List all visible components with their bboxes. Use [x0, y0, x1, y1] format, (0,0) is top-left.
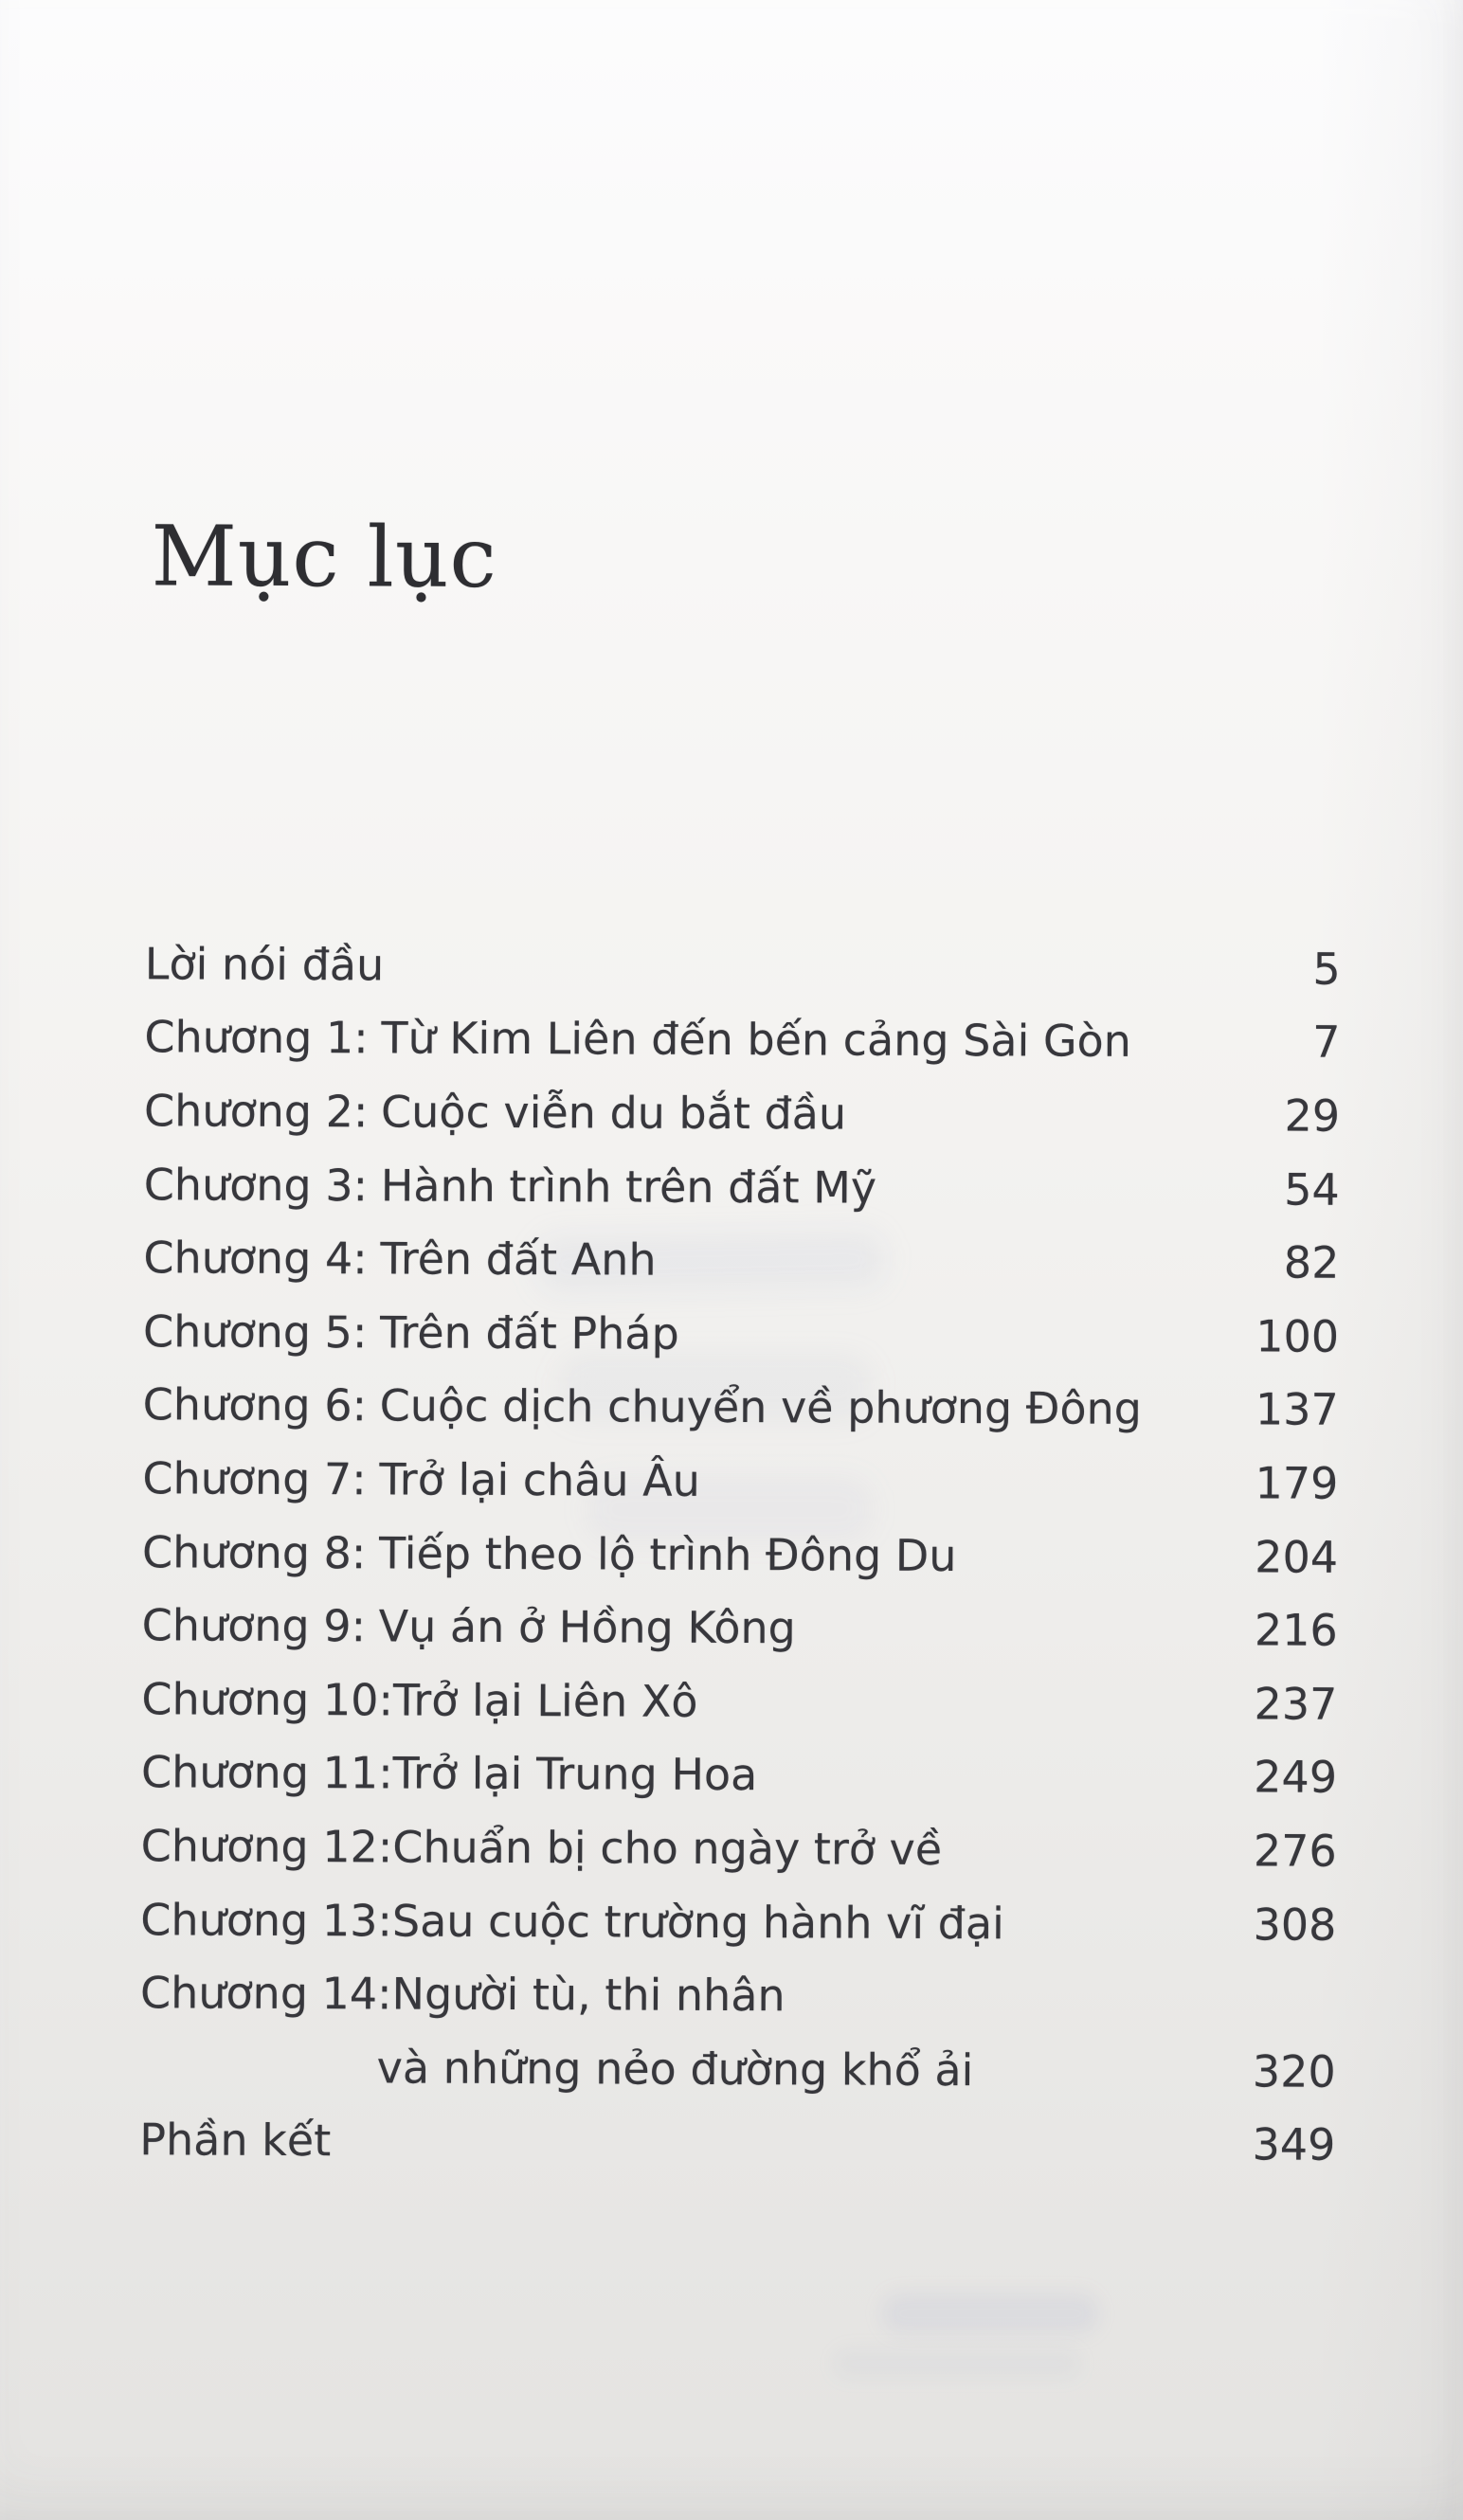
toc-row	[141, 1662, 1337, 1740]
toc-entry-title	[376, 2141, 1202, 2145]
toc-entry-label: Chương 9:	[141, 1599, 367, 1652]
toc-row	[145, 927, 1341, 1005]
toc-row	[144, 1147, 1340, 1226]
toc-entry-label: Chương 2:	[143, 1085, 369, 1138]
toc-entry-page-number: 100	[1255, 1310, 1340, 1362]
toc-entry-label: Chương 14:	[139, 1967, 392, 2020]
toc-entry-label: Phần kết	[139, 2114, 332, 2167]
toc-entry-page-number: 5	[1312, 943, 1341, 995]
toc-entry-title: Tiếp theo lộ trình Đông Du	[378, 1526, 957, 1581]
toc-row	[144, 1073, 1340, 1152]
toc-entry-title: Trên đất Pháp	[379, 1306, 679, 1359]
toc-entry-label: Chương 3:	[143, 1158, 369, 1211]
table-of-contents	[139, 927, 1341, 2182]
toc-entry-page-number: 29	[1284, 1089, 1341, 1142]
toc-entry-title: Từ Kim Liên đến bến cảng Sài Gòn	[381, 1012, 1132, 1068]
toc-entry-page-number: 179	[1255, 1457, 1339, 1509]
toc-entry-label: Chương 10:	[141, 1673, 394, 1726]
toc-row	[140, 2029, 1336, 2108]
toc-entry-label: Chương 1:	[144, 1011, 369, 1064]
toc-row	[141, 1809, 1337, 1887]
toc-row	[140, 1956, 1336, 2035]
toc-row	[143, 1294, 1339, 1373]
toc-row	[142, 1441, 1338, 1520]
toc-entry-title: Trên đất Anh	[380, 1233, 657, 1286]
toc-entry-page-number: 349	[1252, 2118, 1336, 2171]
toc-row	[139, 2103, 1335, 2182]
toc-entry-title: và những nẻo đường khổ ải	[376, 2042, 974, 2096]
toc-entry-title: Cuộc viễn du bắt đầu	[380, 1086, 847, 1140]
toc-entry-page-number: 308	[1253, 1898, 1337, 1951]
toc-entry-title: Cuộc dịch chuyển về phương Đông	[379, 1379, 1143, 1435]
toc-entry-page-number: 216	[1254, 1604, 1338, 1656]
toc-entry-label: Chương 13:	[140, 1893, 393, 1946]
toc-entry-page-number: 7	[1312, 1017, 1341, 1069]
toc-entry-title: Hành trình trên đất Mỹ	[380, 1159, 877, 1214]
toc-entry-title: Trở lại châu Âu	[379, 1453, 700, 1506]
toc-row	[142, 1515, 1338, 1593]
toc-entry-label: Lời nói đầu	[144, 938, 385, 991]
toc-entry-page-number: 137	[1255, 1383, 1339, 1436]
toc-entry-title: Trở lại Trung Hoa	[392, 1747, 758, 1801]
toc-entry-page-number: 249	[1254, 1751, 1338, 1804]
page-title: Mục lục	[151, 507, 498, 606]
toc-entry-title: Trở lại Liên Xô	[392, 1674, 698, 1727]
toc-entry-label: Chương 4:	[143, 1232, 368, 1285]
toc-entry-page-number: 54	[1284, 1163, 1340, 1215]
toc-entry-title: Chuẩn bị cho ngày trở về	[392, 1821, 943, 1875]
toc-entry-page-number: 82	[1283, 1236, 1340, 1288]
toc-entry-title: Người tù, thi nhân	[391, 1968, 786, 2022]
toc-entry-label	[140, 2066, 377, 2067]
toc-entry-page-number: 320	[1252, 2045, 1336, 2097]
toc-row	[140, 1882, 1336, 1961]
toc-entry-page-number: 237	[1254, 1678, 1338, 1730]
toc-row	[143, 1221, 1339, 1300]
toc-row	[143, 1368, 1339, 1447]
toc-row	[141, 1736, 1337, 1814]
toc-entry-title: Sau cuộc trường hành vĩ đại	[391, 1894, 1005, 1949]
toc-entry-label: Chương 7:	[142, 1452, 367, 1505]
toc-entry-label: Chương 11:	[140, 1746, 393, 1799]
toc-entry-label: Chương 12:	[140, 1820, 393, 1873]
toc-entry-label: Chương 5:	[142, 1305, 368, 1359]
toc-entry-title: Vụ án ở Hồng Kông	[378, 1600, 796, 1654]
toc-row	[142, 1589, 1338, 1667]
toc-entry-label: Chương 8:	[141, 1525, 367, 1578]
toc-row	[144, 1000, 1340, 1079]
toc-entry-title	[384, 964, 1208, 968]
toc-entry-page-number: 276	[1253, 1825, 1337, 1877]
toc-entry-label: Chương 6:	[142, 1378, 368, 1431]
toc-entry-page-number	[1203, 1997, 1336, 1998]
toc-entry-page-number: 204	[1255, 1530, 1339, 1583]
